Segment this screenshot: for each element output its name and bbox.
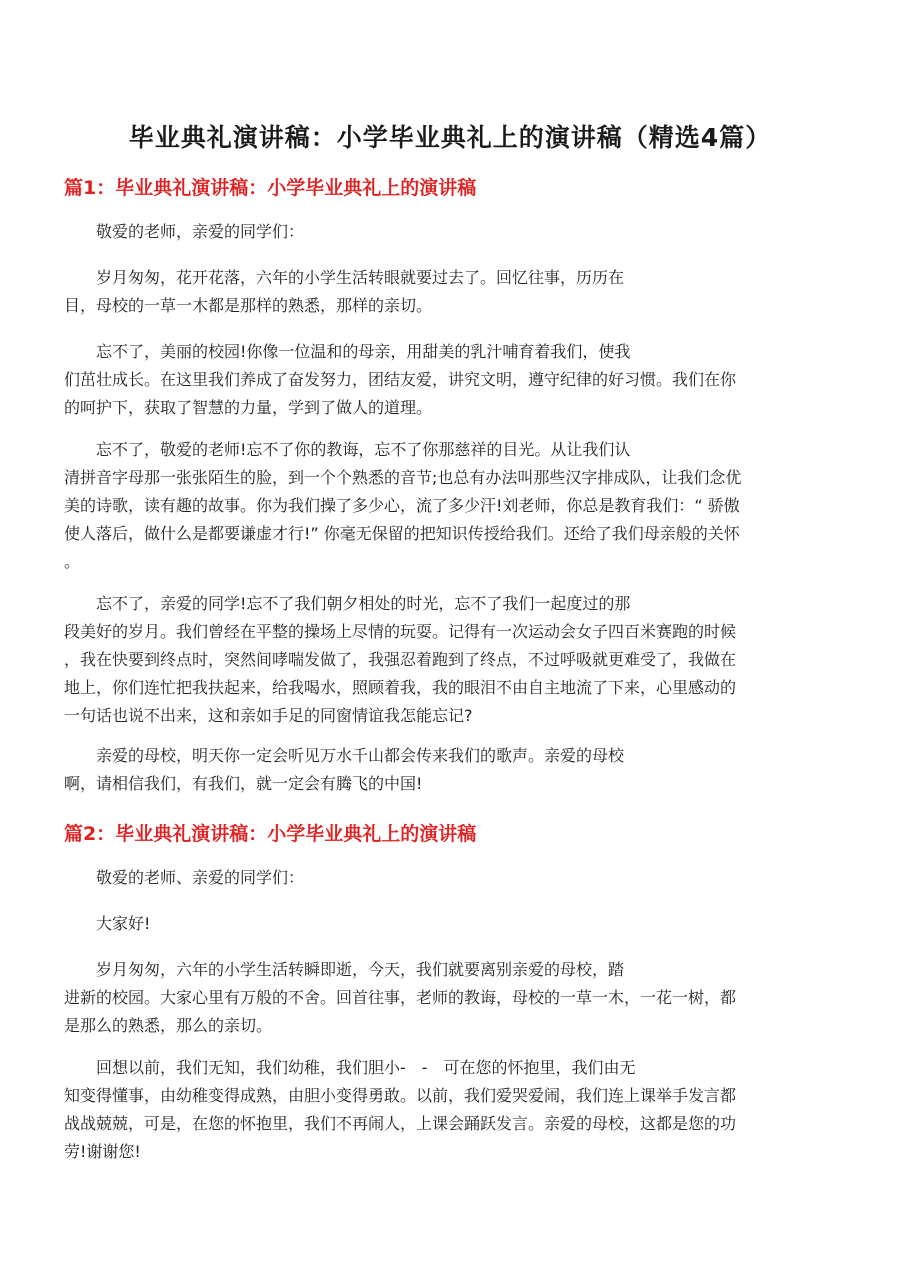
paragraph-line: 。 (64, 552, 81, 571)
paragraph-line: 一句话也说不出来，这和亲如手足的同窗情谊我怎能忘记? (64, 706, 473, 725)
paragraph-line: 地上，你们连忙把我扶起来，给我喝水，照顾着我，我的眼泪不由自主地流了下来，心里感动的 (64, 678, 737, 697)
paragraph-line: 是那么的熟悉，那么的亲切。 (64, 1016, 273, 1035)
salutation-line: 敬爱的老师，亲爱的同学们： (96, 222, 305, 241)
salutation (64, 864, 836, 892)
paragraph-line: 忘不了，敬爱的老师!忘不了你的教诲，忘不了你那慈祥的目光。从让我们认 (96, 440, 631, 459)
document-title: 毕业典礼演讲稿：小学毕业典礼上的演讲稿（精选4篇） (128, 123, 772, 152)
paragraph-line: 忘不了，亲爱的同学!忘不了我们朝夕相处的时光，忘不了我们一起度过的那 (96, 594, 631, 613)
paragraph-line: 战战兢兢，可是，在您的怀抱里，我们不再闹人，上课会踊跃发言。亲爱的母校，这都是您的功 (64, 1114, 737, 1133)
paragraph (64, 956, 836, 1040)
paragraph-line: 使人落后，做什么是都要谦虚才行!” 你毫无保留的把知识传授给我们。还给了我们母亲般的关怀 (64, 524, 740, 543)
paragraph-line: 岁月匆匆，花开花落，六年的小学生活转眼就要过去了。回忆往事，历历在 (96, 268, 625, 287)
paragraph (64, 338, 836, 422)
paragraph (64, 742, 836, 798)
paragraph-line: 美的诗歌，读有趣的故事。你为我们操了多少心，流了多少汗!刘老师，你总是教育我们：“ 骄傲 (64, 496, 740, 515)
paragraph-line: 大家好! (96, 914, 151, 933)
paragraph-line: ，我在快要到终点时，突然间哮喘发做了，我强忍着跑到了终点，不过呼吸就更难受了，我做在 (64, 650, 737, 669)
paragraph-line: 岁月匆匆，六年的小学生活转瞬即逝，今天，我们就要离别亲爱的母校，踏 (96, 960, 625, 979)
paragraph-line: 目，母校的一草一木都是那样的熟悉，那样的亲切。 (64, 296, 433, 315)
paragraph (64, 264, 836, 320)
paragraph-line: 亲爱的母校，明天你一定会听见万水千山都会传来我们的歌声。亲爱的母校 (96, 746, 625, 765)
greeting-line (64, 910, 836, 938)
paragraph (64, 1054, 836, 1166)
paragraph-line: 清拼音字母那一张张陌生的脸，到一个个熟悉的音节;也总有办法叫那些汉字排成队，让我们念优 (64, 468, 742, 487)
paragraph-line: 忘不了，美丽的校园!你像一位温和的母亲，用甜美的乳汁哺育着我们，使我 (96, 342, 631, 361)
paragraph (64, 590, 836, 730)
paragraph-line: 回想以前，我们无知，我们幼稚，我们胆小- - 可在您的怀抱里，我们由无 (96, 1058, 636, 1077)
paragraph (64, 436, 836, 576)
paragraph-line: 知变得懂事，由幼稚变得成熟，由胆小变得勇敢。以前，我们爱哭爱闹，我们连上课举手发言都 (64, 1086, 737, 1105)
paragraph-line: 进新的校园。大家心里有万般的不舍。回首往事，老师的教诲，母校的一草一木，一花一树，都 (64, 988, 737, 1007)
section-heading: 篇1：毕业典礼演讲稿：小学毕业典礼上的演讲稿 (64, 177, 477, 199)
section-heading: 篇2：毕业典礼演讲稿：小学毕业典礼上的演讲稿 (64, 823, 477, 845)
paragraph-line: 的呵护下，获取了智慧的力量，学到了做人的道理。 (64, 398, 433, 417)
salutation (64, 218, 836, 246)
paragraph-line: 劳!谢谢您! (64, 1142, 141, 1161)
salutation-line: 敬爱的老师、亲爱的同学们： (96, 868, 305, 887)
paragraph-line: 们茁壮成长。在这里我们养成了奋发努力，团结友爱，讲究文明，遵守纪律的好习惯。我们在你 (64, 370, 737, 389)
paragraph-line: 啊，请相信我们，有我们，就一定会有腾飞的中国! (64, 774, 423, 793)
paragraph-line: 段美好的岁月。我们曾经在平整的操场上尽情的玩耍。记得有一次运动会女子四百米赛跑的时候 (64, 622, 737, 641)
